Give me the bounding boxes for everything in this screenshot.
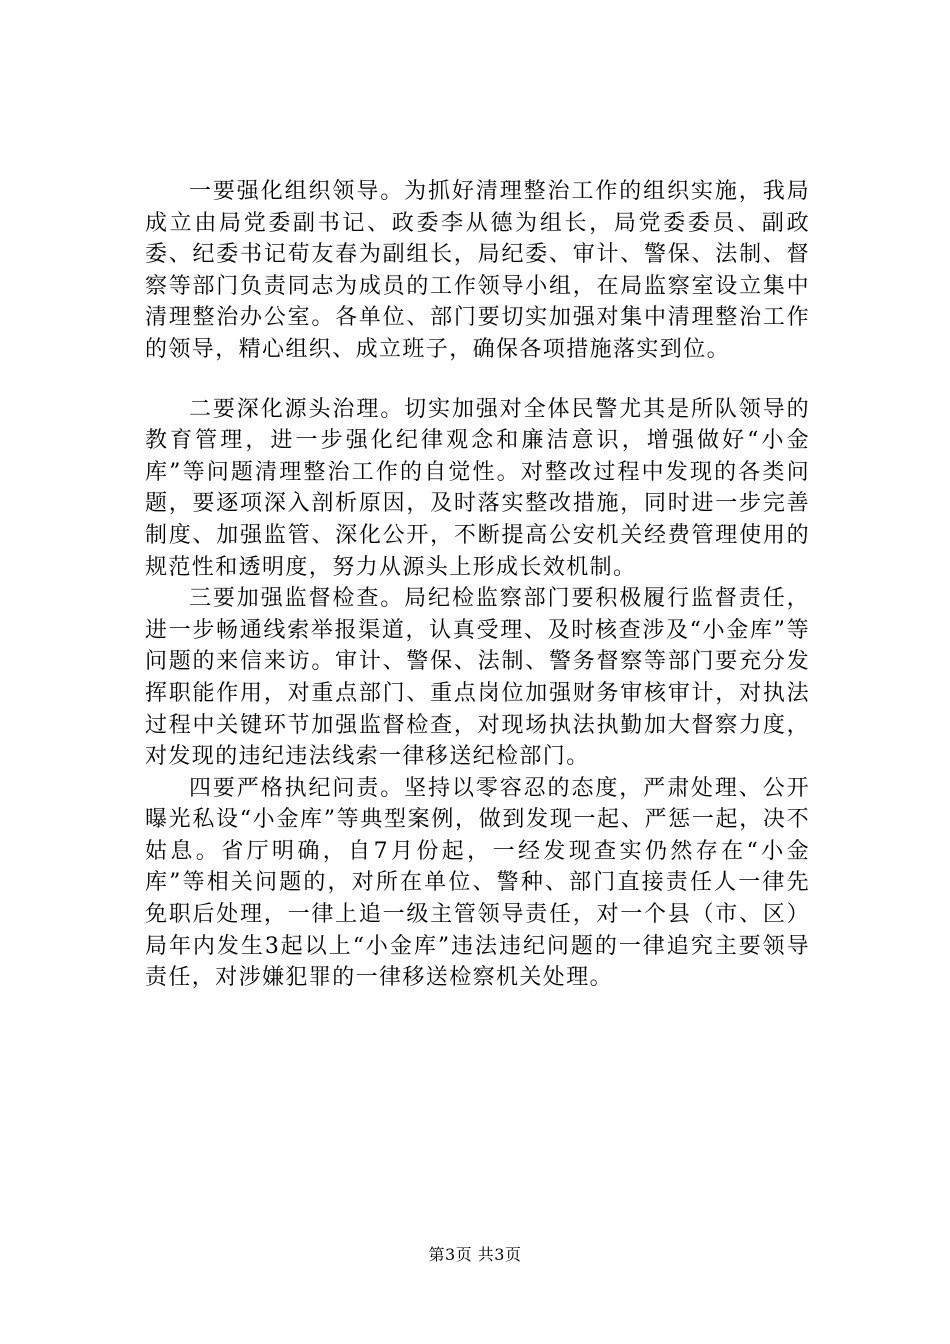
paragraph-source-governance: 二要深化源头治理。切实加强对全体民警尤其是所队领导的教育管理，进一步强化纪律观念和廉洁意识，增强做好“小金库”等问题清理整治工作的自觉性。对整改过程中发现的各类问题，要逐项深入剖析原因，及时落实整改措施，同时进一步完善制度、加强监管、深化公开，不断提高公安机关经费管理使用的规范性和透明度，努力从源头上形成长效机制。: [145, 396, 810, 580]
document-body: [145, 176, 810, 994]
paragraph-supervision-inspection: 三要加强监督检查。局纪检监察部门要积极履行监督责任，进一步畅通线索举报渠道，认真受理、及时核查涉及“小金库”等问题的来信来访。审计、警保、法制、警务督察等部门要充分发挥职能作用，对重点部门、重点岗位加强财务审核审计，对执法过程中关键环节加强监督检查，对现场执法执勤加大督察力度，对发现的违纪违法线索一律移送纪检部门。: [145, 586, 810, 770]
paragraph-discipline-accountability: 四要严格执纪问责。坚持以零容忍的态度，严肃处理、公开曝光私设“小金库”等典型案例，做到发现一起、严惩一起，决不姑息。省厅明确，自7月份起，一经发现查实仍然存在“小金库”等相关问题的，对所在单位、警种、部门直接责任人一律先免职后处理，一律上追一级主管领导责任，对一个县（市、区）局年内发生3起以上“小金库”违法违纪问题的一律追究主要领导责任，对涉嫌犯罪的一律移送检察机关处理。: [145, 775, 810, 991]
page-number-footer: 第3页 共3页: [428, 1245, 522, 1264]
paragraph-spacer: [145, 366, 810, 394]
paragraph-organization-leadership: 一要强化组织领导。为抓好清理整治工作的组织实施，我局成立由局党委副书记、政委李从德为组长，局党委委员、副政委、纪委书记荀友春为副组长，局纪委、审计、警保、法制、督察等部门负责同志为成员的工作领导小组，在局监察室设立集中清理整治办公室。各单位、部门要切实加强对集中清理整治工作的领导，精心组织、成立班子，确保各项措施落实到位。: [145, 179, 810, 362]
